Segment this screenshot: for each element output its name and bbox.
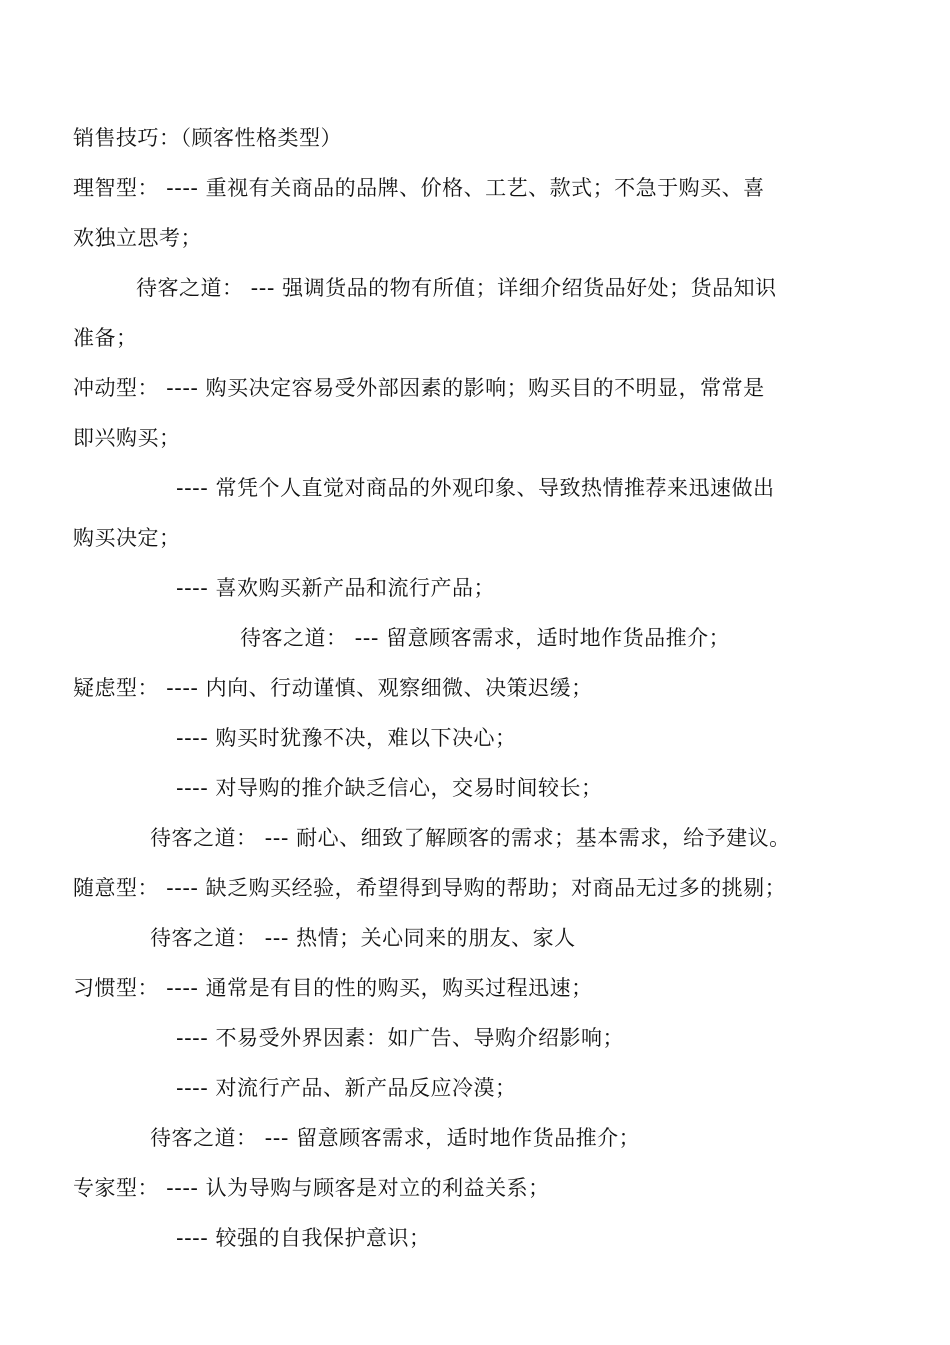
text-line: 待客之道： --- 留意顾客需求，适时地作货品推介； [240, 626, 731, 650]
text-line: ---- 对流行产品、新产品反应冷漠； [176, 1076, 517, 1100]
text-line: 待客之道： --- 热情；关心同来的朋友、家人 [150, 926, 576, 950]
text-line: 欢独立思考； [73, 226, 202, 250]
text-line: ---- 购买时犹豫不决，难以下决心； [176, 726, 517, 750]
text-line: 习惯型： ---- 通常是有目的性的购买，购买过程迅速； [73, 976, 593, 1000]
text-line: 专家型： ---- 认为导购与顾客是对立的利益关系； [73, 1176, 550, 1200]
text-line: 疑虑型： ---- 内向、行动谨慎、观察细微、决策迟缓； [73, 676, 593, 700]
text-line: 准备； [73, 326, 138, 350]
text-line: 即兴购买； [73, 426, 181, 450]
text-line: 购买决定； [73, 526, 181, 550]
text-line: 理智型： ---- 重视有关商品的品牌、价格、工艺、款式；不急于购买、喜 [73, 176, 765, 200]
text-line: ---- 不易受外界因素：如广告、导购介绍影响； [176, 1026, 624, 1050]
text-line: ---- 较强的自我保护意识； [176, 1226, 431, 1250]
text-line: 随意型： ---- 缺乏购买经验，希望得到导购的帮助；对商品无过多的挑剔； [73, 876, 787, 900]
text-line: ---- 喜欢购买新产品和流行产品； [176, 576, 495, 600]
text-line: ---- 常凭个人直觉对商品的外观印象、导致热情推荐来迅速做出 [176, 476, 775, 500]
text-line: 待客之道： --- 留意顾客需求，适时地作货品推介； [150, 1126, 641, 1150]
document-title: 销售技巧：（顾客性格类型） [73, 126, 342, 150]
text-line: 待客之道： --- 耐心、细致了解顾客的需求；基本需求，给予建议。 [150, 826, 791, 850]
text-line: 待客之道： --- 强调货品的物有所值；详细介绍货品好处；货品知识 [136, 276, 777, 300]
text-line: ---- 对导购的推介缺乏信心，交易时间较长； [176, 776, 603, 800]
text-line: 冲动型： ---- 购买决定容易受外部因素的影响；购买目的不明显，常常是 [73, 376, 765, 400]
